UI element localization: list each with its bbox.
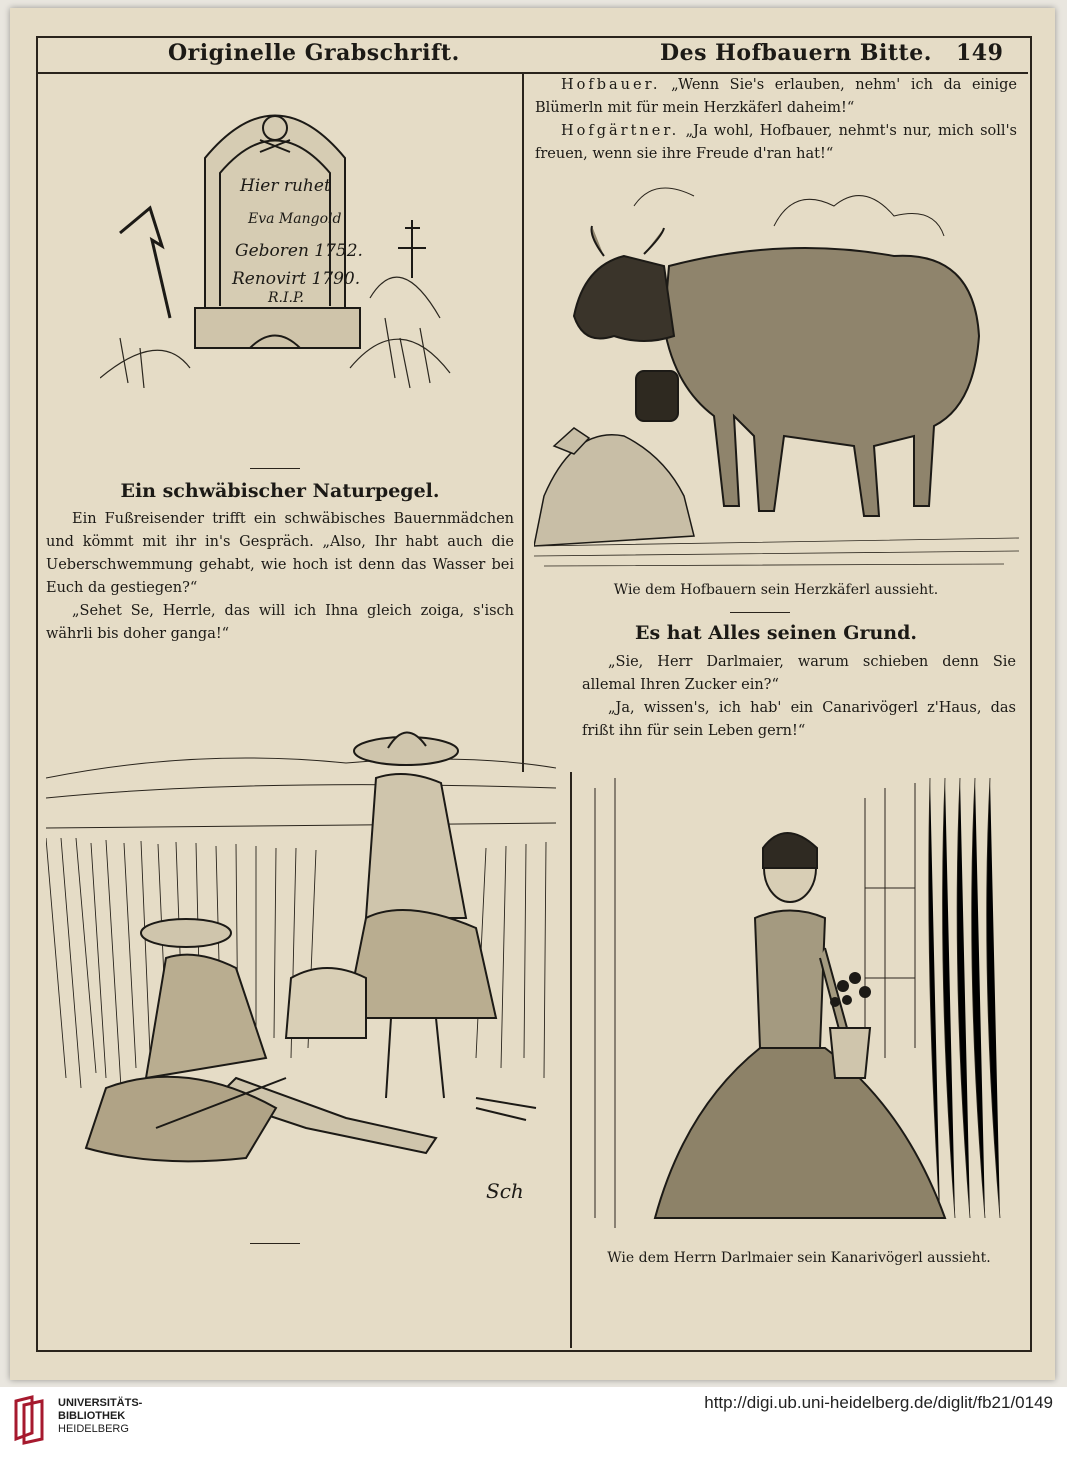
right-dialog — [535, 74, 1017, 166]
cow-illustration — [534, 166, 1019, 576]
tombstone-line-5: R.I.P. — [268, 290, 305, 306]
header-left-title: Originelle Grabschrift. — [168, 40, 460, 66]
logo-line-2: BIBLIOTHEK — [58, 1410, 126, 1422]
dialog-line-1 — [535, 74, 1017, 120]
logo-line-1: UNIVERSITÄTS- — [58, 1397, 143, 1409]
tombstone-line-4: Renovirt 1790. — [232, 269, 361, 289]
short-divider-bottom — [250, 1243, 300, 1244]
illustration-signature: Sch — [486, 1179, 524, 1203]
girl-and-traveller-illustration — [46, 658, 556, 1218]
university-logo-icon — [12, 1395, 46, 1445]
left-paragraph-1: Ein Fußreisender trifft ein schwäbisches Bauernmädchen und kömmt mit ihr in's Gespräch. „Also, Ihr habt auch die Ueberschwemmung gehabt, wie hoch ist denn das Wasser bei Euch da gestiegen?“ — [46, 511, 514, 596]
cow-caption: Wie dem Hofbauern sein Herzkäferl aussieht. — [613, 582, 939, 598]
short-divider — [250, 468, 300, 469]
tombstone-illustration — [100, 78, 460, 398]
left-section-text — [46, 508, 514, 646]
left-section-title: Ein schwäbischer Naturpegel. — [120, 480, 440, 502]
lady-caption: Wie dem Herrn Darlmaier sein Kanarivögerl aussieht. — [607, 1250, 991, 1266]
speaker-2: Hofgärtner. — [561, 123, 680, 139]
header-right-title: Des Hofbauern Bitte. — [660, 40, 932, 66]
right-section-title: Es hat Alles seinen Grund. — [635, 622, 917, 644]
dialog-text-1: „Wenn Sie's erlauben, nehm' ich da einige Blümerln mit für mein Herzkäferl daheim!“ — [535, 77, 1018, 116]
right-section-text — [582, 651, 1016, 743]
dialog-text-2: „Ja wohl, Hofbauer, nehmt's nur, mich soll's freuen, wenn sie ihre Freude d'ran hat!“ — [535, 123, 1017, 162]
dialog-line-2 — [535, 120, 1017, 166]
left-paragraph-2: „Sehet Se, Herrle, das will ich Ihna gleich zoiga, s'isch währli bis doher ganga!“ — [46, 603, 514, 642]
column-divider-bottom — [570, 772, 572, 1348]
right-paragraph-1: „Sie, Herr Darlmaier, warum schieben denn Sie allemal Ihren Zucker ein?“ — [582, 654, 1016, 693]
tombstone-line-2: Eva Mangold — [248, 211, 342, 227]
right-short-divider — [730, 612, 790, 613]
page-number: 149 — [956, 40, 1004, 66]
lady-with-canary-illustration — [585, 778, 1015, 1233]
permalink-url[interactable]: http://digi.ub.uni-heidelberg.de/diglit/fb21/0149 — [704, 1393, 1053, 1412]
scanned-page — [10, 8, 1055, 1380]
tombstone-line-3: Geboren 1752. — [235, 241, 363, 261]
tombstone-line-1: Hier ruhet — [240, 176, 331, 196]
university-logo-text — [58, 1397, 142, 1436]
right-paragraph-2: „Ja, wissen's, ich hab' ein Canarivögerl z'Haus, das frißt ihn für sein Leben gern!“ — [582, 700, 1016, 739]
speaker-1: Hofbauer. — [561, 77, 661, 93]
logo-line-3: HEIDELBERG — [58, 1423, 129, 1435]
